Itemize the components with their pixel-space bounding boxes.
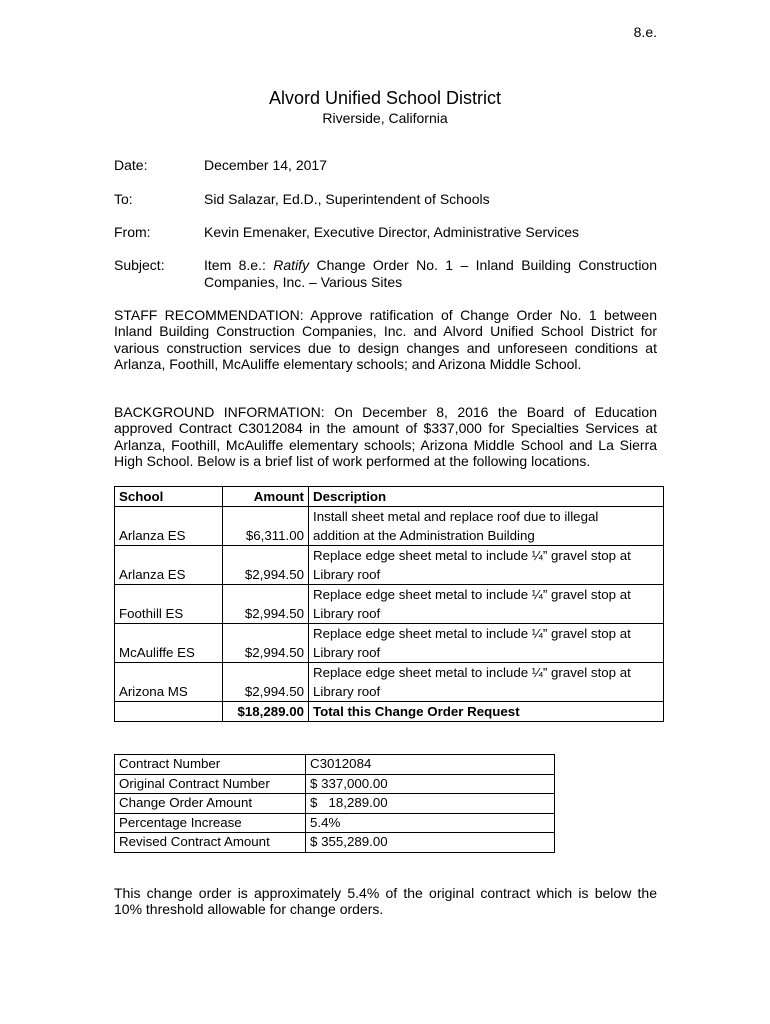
description-line: Library roof [313,606,381,621]
table-row [115,507,664,546]
to-label: To: [114,191,133,207]
amount-cell: $2,994.50 [223,585,309,624]
description-cell [309,507,664,546]
header-school: School [115,487,223,507]
summary-label: Contract Number [115,755,306,775]
date-value: December 14, 2017 [204,157,327,173]
summary-row [115,833,555,853]
subject-text: Change Order No. 1 – Inland Building Construction Companies, Inc. – Various Sites [204,257,658,290]
summary-label: Percentage Increase [115,813,306,833]
description-cell [309,585,664,624]
description-cell [309,546,664,585]
subject-value [204,257,657,290]
description-line: Install sheet metal and replace roof due to illegal [313,509,599,524]
description-line: addition at the Administration Building [313,528,535,543]
total-amount: $18,289.00 [223,702,309,722]
table-row [115,585,664,624]
summary-row [115,774,555,794]
header-amount: Amount [223,487,309,507]
table-row [115,624,664,663]
description-line: Library roof [313,684,381,699]
description-line: Library roof [313,567,381,582]
summary-label: Change Order Amount [115,794,306,814]
summary-row [115,794,555,814]
amount-cell: $6,311.00 [223,507,309,546]
summary-value: C3012084 [306,755,555,775]
table-row [115,546,664,585]
subject-label: Subject: [114,257,165,273]
description-line: Replace edge sheet metal to include ¼” gravel stop at [313,626,631,641]
summary-row [115,755,555,775]
description-line: Replace edge sheet metal to include ¼” gravel stop at [313,587,631,602]
date-label: Date: [114,157,148,173]
contract-summary-table [114,754,555,853]
total-label: Total this Change Order Request [309,702,664,722]
subject-prefix: Item 8.e.: [204,257,274,273]
school-cell: McAuliffe ES [115,624,223,663]
from-label: From: [114,224,151,240]
description-line: Replace edge sheet metal to include ¼” gravel stop at [313,665,631,680]
school-cell: Foothill ES [115,585,223,624]
summary-label: Revised Contract Amount [115,833,306,853]
summary-value: 5.4% [306,813,555,833]
staff-recommendation: STAFF RECOMMENDATION: Approve ratification of Change Order No. 1 between Inland Building Construction Companies, Inc. and Alvord Unified School District for various construction services due to design changes and unforeseen conditions at Arlanza, Foothill, McAuliffe elementary schools; and Arizona Middle School. [114,307,657,373]
total-row [115,702,664,722]
table-header-row [115,487,664,507]
school-cell: Arizona MS [115,663,223,702]
description-line: Library roof [313,645,381,660]
school-cell: Arlanza ES [115,546,223,585]
amount-cell: $2,994.50 [223,663,309,702]
summary-row [115,813,555,833]
empty-cell [115,702,223,722]
item-reference: 8.e. [633,24,657,40]
table-row [115,663,664,702]
school-cell: Arlanza ES [115,507,223,546]
district-title: Alvord Unified School District [268,88,502,108]
description-cell [309,624,664,663]
work-table [114,486,664,722]
description-line: Replace edge sheet metal to include ¼” gravel stop at [313,548,631,563]
header-description: Description [309,487,664,507]
summary-label: Original Contract Number [115,774,306,794]
summary-value: $ 355,289.00 [306,833,555,853]
summary-value: $ 18,289.00 [306,794,555,814]
subject-ratify: Ratify [273,257,310,273]
background-information: BACKGROUND INFORMATION: On December 8, 2016 the Board of Education approved Contract C3012084 in the amount of $337,000 for Specialties Services at Arlanza, Foothill, McAuliffe elementary schools; Arizona Middle School and La Sierra High School. Below is a brief list of work performed at the following locations. [114,404,657,470]
from-value: Kevin Emenaker, Executive Director, Administrative Services [204,224,580,240]
to-value: Sid Salazar, Ed.D., Superintendent of Schools [204,191,490,207]
amount-cell: $2,994.50 [223,546,309,585]
district-location: Riverside, California [322,110,448,126]
summary-value: $ 337,000.00 [306,774,555,794]
description-cell [309,663,664,702]
amount-cell: $2,994.50 [223,624,309,663]
closing-statement: This change order is approximately 5.4% of the original contract which is below the 10% threshold allowable for change orders. [114,885,657,918]
